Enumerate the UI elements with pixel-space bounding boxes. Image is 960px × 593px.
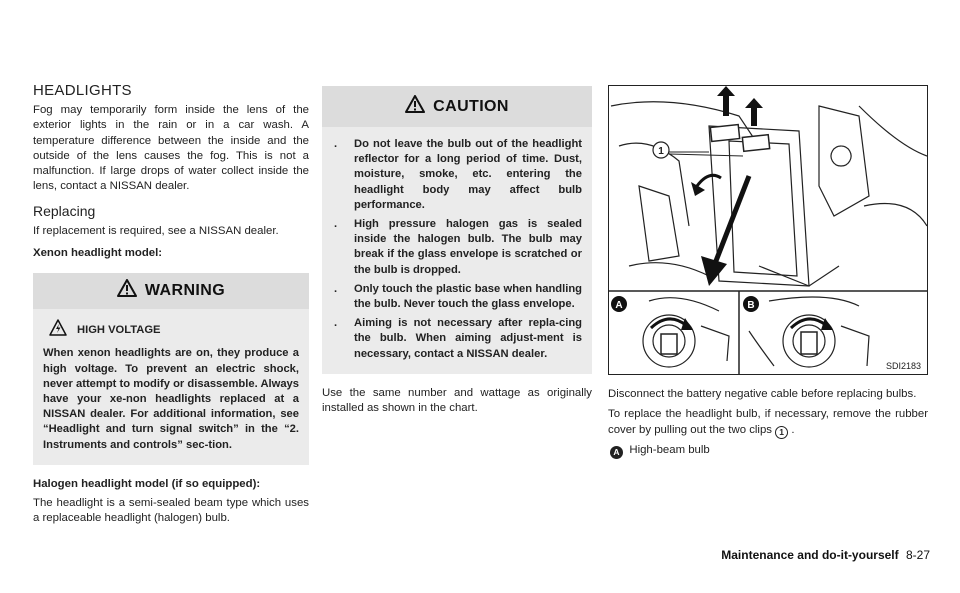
warning-header xyxy=(33,273,309,309)
warning-text: When xenon headlights are on, they produce a high voltage. To prevent an electric shock, never attempt to modify or disassemble. Always have your xe-non headlights replaced at a NISSAN dealer. For additional information, see “Headlight and turn signal switch” in the “2. Instruments and controls” sec-tion. xyxy=(43,347,299,451)
warning-body xyxy=(33,309,309,464)
page-footer xyxy=(650,548,930,562)
wattage-paragraph: Use the same number and wattage as originally installed as shown in the chart. xyxy=(322,386,592,415)
headlight-illustration xyxy=(608,85,928,375)
high-voltage-label: HIGH VOLTAGE xyxy=(77,324,161,337)
warning-title: WARNING xyxy=(144,281,226,299)
replace-note: If replacement is required, see a NISSAN dealer. xyxy=(33,224,279,237)
left-column xyxy=(33,82,309,527)
caution-icon xyxy=(405,95,425,118)
halogen-paragraph: The headlight is a semi-sealed beam type which uses a replaceable headlight (halogen) bulb. xyxy=(33,497,309,525)
caution-box xyxy=(322,86,592,374)
caution-list xyxy=(332,137,582,362)
halogen-label: Halogen headlight model (if so equipped): xyxy=(33,477,261,490)
callout-a: A xyxy=(615,300,623,311)
xenon-label: Xenon headlight model: xyxy=(33,247,163,260)
callout-b: B xyxy=(747,300,755,311)
disconnect-paragraph: Disconnect the battery negative cable before replacing bulbs. xyxy=(608,388,917,400)
callout-1: 1 xyxy=(658,146,664,157)
high-voltage-row xyxy=(43,319,299,341)
high-voltage-icon xyxy=(49,319,67,341)
caution-body xyxy=(322,127,592,374)
warning-box xyxy=(33,273,309,464)
caution-item: . Aiming is not necessary after repla-cing the bulb. When aiming adjust-ment is necessary, contact a NISSAN dealer. xyxy=(334,317,582,360)
bulb-item xyxy=(608,443,928,459)
section-heading: HEADLIGHTS xyxy=(33,82,132,99)
caution-item: . High pressure halogen gas is sealed inside the halogen bulb. The bulb may break if the glass envelope is scratched or the bulb is dropped. xyxy=(334,218,582,276)
footer-section: Maintenance and do-it-yourself xyxy=(721,548,899,562)
fog-paragraph: Fog may temporarily form inside the lens of the exterior lights in the rain or in a car wash. A temperature difference between the inside and the outside of the lens causes the fog. This is not a malfunction. If large drops of water collect inside the lens, contact a NISSAN dealer. xyxy=(33,104,309,193)
figure-code: SDI2183 xyxy=(885,361,921,371)
subheading-replacing: Replacing xyxy=(33,202,96,219)
remove-cover-paragraph: To replace the headlight bulb, if necessary, remove the rubber cover by pulling out the two clips 1 . xyxy=(608,408,928,437)
warning-icon xyxy=(117,279,137,302)
middle-column xyxy=(322,86,592,416)
caution-title: CAUTION xyxy=(433,97,509,115)
caution-item: . Do not leave the bulb out of the headlight reflector for a long period of time. Dust, moisture, smoke, etc. entering the headlight body may affect bulb performance. xyxy=(334,138,582,211)
caution-item: . Only touch the plastic base when handling the bulb. Never touch the glass envelope. xyxy=(334,282,582,311)
right-column xyxy=(608,85,928,459)
page-number: 8-27 xyxy=(905,548,930,562)
caution-header xyxy=(322,86,592,127)
item-marker-a: A xyxy=(610,446,623,459)
item-text: High-beam bulb xyxy=(629,443,710,456)
clip-marker-1: 1 xyxy=(775,426,788,439)
